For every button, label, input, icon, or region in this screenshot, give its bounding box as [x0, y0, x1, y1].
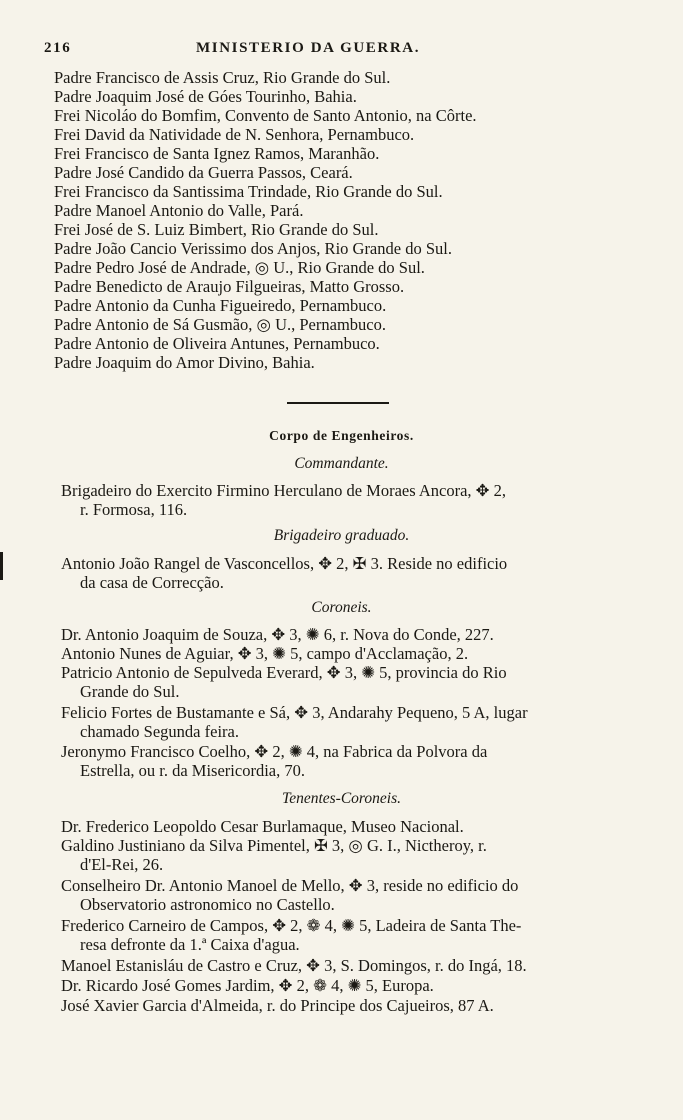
entry-line: r. Formosa, 116. [80, 500, 188, 519]
entry-line: Brigadeiro do Exercito Firmino Herculano de Moraes Ancora, ✥ 2, [61, 481, 506, 500]
list-item: Padre Antonio da Cunha Figueiredo, Pernambuco. [54, 296, 387, 315]
list-item: Padre Joaquim José de Góes Tourinho, Bahia. [54, 87, 357, 106]
list-item: Frei José de S. Luiz Bimbert, Rio Grande do Sul. [54, 220, 379, 239]
entry-line: Patricio Antonio de Sepulveda Everard, ✥ 3, ✺ 5, provincia do Rio [61, 663, 507, 682]
list-item: Padre Antonio de Sá Gusmão, ◎ U., Pernambuco. [54, 315, 386, 334]
subsection-heading-brigadeiro: Brigadeiro graduado. [273, 527, 410, 544]
entry-line: da casa de Correcção. [80, 573, 224, 592]
entry-line: Estrella, ou r. da Misericordia, 70. [80, 761, 305, 780]
list-item: Frei Francisco de Santa Ignez Ramos, Maranhão. [54, 144, 380, 163]
entry-line: d'El-Rei, 26. [80, 855, 164, 874]
section-title: Corpo de Engenheiros. [269, 428, 414, 443]
page-number: 216 [44, 40, 72, 56]
entry-line: Conselheiro Dr. Antonio Manoel de Mello, ✥ 3, reside no edificio do [61, 876, 519, 895]
entry-line: Manoel Estanisláu de Castro e Cruz, ✥ 3, S. Domingos, r. do Ingá, 18. [61, 956, 527, 975]
entry-line: Felicio Fortes de Bustamante e Sá, ✥ 3, Andarahy Pequeno, 5 A, lugar [61, 703, 528, 722]
entry-line: Grande do Sul. [80, 682, 180, 701]
entry-line: resa defronte da 1.ª Caixa d'agua. [80, 935, 300, 954]
list-item: Padre Manoel Antonio do Valle, Pará. [54, 201, 304, 220]
entry-line: Antonio João Rangel de Vasconcellos, ✥ 2, ✠ 3. Reside no edificio [61, 554, 508, 573]
list-item: Padre Antonio de Oliveira Antunes, Pernambuco. [54, 334, 380, 353]
list-item: Padre Pedro José de Andrade, ◎ U., Rio Grande do Sul. [54, 258, 425, 277]
entry-line: Jeronymo Francisco Coelho, ✥ 2, ✺ 4, na Fabrica da Polvora da [61, 742, 488, 761]
list-item: Padre João Cancio Verissimo dos Anjos, Rio Grande do Sul. [54, 239, 452, 258]
entry-line: Observatorio astronomico no Castello. [80, 895, 335, 914]
entry-line: Frederico Carneiro de Campos, ✥ 2, ❁ 4, ✺ 5, Ladeira de Santa The- [61, 916, 522, 935]
list-item: Frei David da Natividade de N. Senhora, Pernambuco. [54, 125, 415, 144]
list-item: Frei Francisco da Santissima Trindade, Rio Grande do Sul. [54, 182, 443, 201]
entry-line: Galdino Justiniano da Silva Pimentel, ✠ 3, ◎ G. I., Nictheroy, r. [61, 836, 487, 855]
entry-line: Dr. Ricardo José Gomes Jardim, ✥ 2, ❁ 4, ✺ 5, Europa. [61, 976, 434, 995]
entry-line: Dr. Antonio Joaquim de Souza, ✥ 3, ✺ 6, r. Nova do Conde, 227. [61, 625, 494, 644]
entry-line: Dr. Frederico Leopoldo Cesar Burlamaque, Museo Nacional. [61, 817, 464, 836]
list-item: Padre Benedicto de Araujo Filgueiras, Matto Grosso. [54, 277, 405, 296]
entry-line: José Xavier Garcia d'Almeida, r. do Principe dos Cajueiros, 87 A. [61, 996, 494, 1015]
subsection-heading-commandante: Commandante. [294, 455, 389, 472]
entry-line: chamado Segunda feira. [80, 722, 239, 741]
list-item: Padre José Candido da Guerra Passos, Ceará. [54, 163, 353, 182]
running-title: MINISTERIO DA GUERRA. [196, 40, 421, 56]
page-header [44, 40, 634, 60]
entry-line: Antonio Nunes de Aguiar, ✥ 3, ✺ 5, campo d'Acclamação, 2. [61, 644, 469, 663]
list-item: Padre Francisco de Assis Cruz, Rio Grande do Sul. [54, 68, 391, 87]
list-item: Padre Joaquim do Amor Divino, Bahia. [54, 353, 315, 372]
subsection-heading-coroneis: Coroneis. [311, 599, 372, 616]
section-divider [287, 402, 389, 404]
margin-mark [0, 552, 3, 580]
list-item: Frei Nicoláo do Bomfim, Convento de Santo Antonio, na Côrte. [54, 106, 477, 125]
subsection-heading-tenentes: Tenentes-Coroneis. [282, 790, 401, 807]
